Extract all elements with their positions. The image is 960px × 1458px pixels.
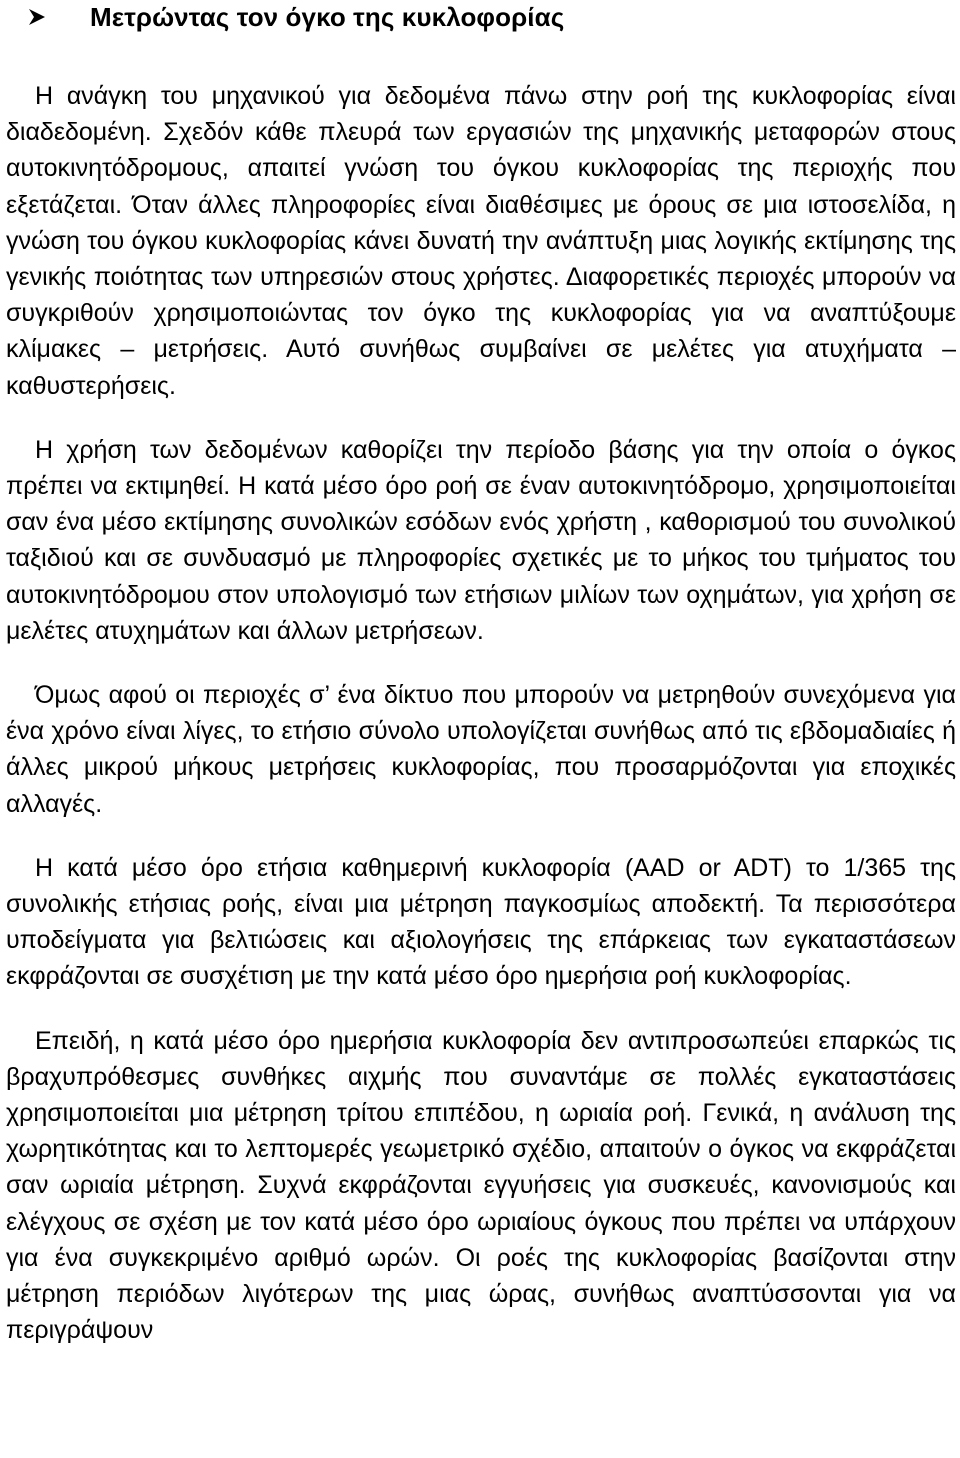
paragraph-4: Η κατά μέσο όρο ετήσια καθημερινή κυκλοφορία (AAD or ADT) το 1/365 της συνολικής ετήσιας ροής, είναι μια μέτρηση παγκοσμίως αποδεκτή. Τα περισσότερα υποδείγματα για βελτιώσεις και αξιολογήσεις της επάρκειας των εγκαταστάσεων εκφράζονται σε συσχέτιση με την κατά μέσο όρο ημερήσια ροή κυκλοφορίας. <box>6 853 956 991</box>
paragraph-3: Όμως αφού οι περιοχές σ’ ένα δίκτυο που μπορούν να μετρηθούν συνεχόμενα για ένα χρόνο είναι λίγες, το ετήσιο σύνολο υπολογίζεται συνήθως από τις εβδομαδιαίες ή άλλες μικρού μήκους μετρήσεις κυκλοφορίας, που προσαρμόζονται για εποχικές αλλαγές. <box>6 681 956 818</box>
section-heading <box>6 0 956 34</box>
paragraph-5: Επειδή, η κατά μέσο όρο ημερήσια κυκλοφορία δεν αντιπροσωπεύει επαρκώς τις βραχυπρόθεσμες συνθήκες αιχμής που συναντάμε σε πολλές εγκαταστάσεις χρησιμοποιείται μια μέτρηση τρίτου επιπέδου, η ωριαία ροή. Γενικά, η ανάλυση της χωρητικότητας και το λεπτομερές γεωμετρικό σχέδιο, απαιτούν ο όγκος να εκφράζεται σαν ωριαία μέτρηση. Συχνά εκφράζονται εγγυήσεις για συσκευές, κανονισμούς και ελέγχους σε σχέση με τον κατά μέσο όρο ωριαίους όγκους που πρέπει να υπάρχουν για ένα συγκεκριμένο αριθμό ωρών. Οι ροές της κυκλοφορίας βασίζονται στην μέτρηση περιόδων λιγότερων της μιας ώρας, συνήθως αναπτύσσονται για να περιγράψουν <box>6 1026 956 1345</box>
arrowhead-bullet-icon <box>26 6 50 28</box>
paragraph-1: Η ανάγκη του μηχανικού για δεδομένα πάνω στην ροή της κυκλοφορίας είναι διαδεδομένη. Σχεδόν κάθε πλευρά των εργασιών της μηχανικής μεταφορών στους αυτοκινητόδρομους, απαιτεί γνώση του όγκου κυκλοφορίας της περιοχής που εξετάζεται. Όταν άλλες πληροφορίες είναι διαθέσιμες με όρους σε μια ιστοσελίδα, η γνώση του όγκου κυκλοφορίας κάνει δυνατή την ανάπτυξη μιας λογικής εκτίμησης της γενικής ποιότητας των υπηρεσιών στους χρήστες. Διαφορετικές περιοχές μπορούν να συγκριθούν χρησιμοποιώντας τον όγκο της κυκλοφορίας για να αναπτύξουμε κλίμακες – μετρήσεις. Αυτό συνήθως συμβαίνει σε μελέτες για ατυχήματα – καθυστερήσεις. <box>6 82 956 400</box>
heading-text: Μετρώντας τον όγκο της κυκλοφορίας <box>90 2 565 32</box>
paragraph-2: Η χρήση των δεδομένων καθορίζει την περίοδο βάσης για την οποία ο όγκος πρέπει να εκτιμηθεί. Η κατά μέσο όρο ροή σε έναν αυτοκινητόδρομο, χρησιμοποιείται σαν ένα μέσο εκτίμησης συνολικών εσόδων ενός χρήστη , καθορισμού του συνολικού ταξιδιού και σε συνδυασμό με πληροφορίες σχετικές με το μήκος του τμήματος του αυτοκινητόδρομου στον υπολογισμό των ετήσιων μιλίων των οχημάτων, για χρήση σε μελέτες ατυχημάτων και άλλων μετρήσεων. <box>6 435 956 645</box>
